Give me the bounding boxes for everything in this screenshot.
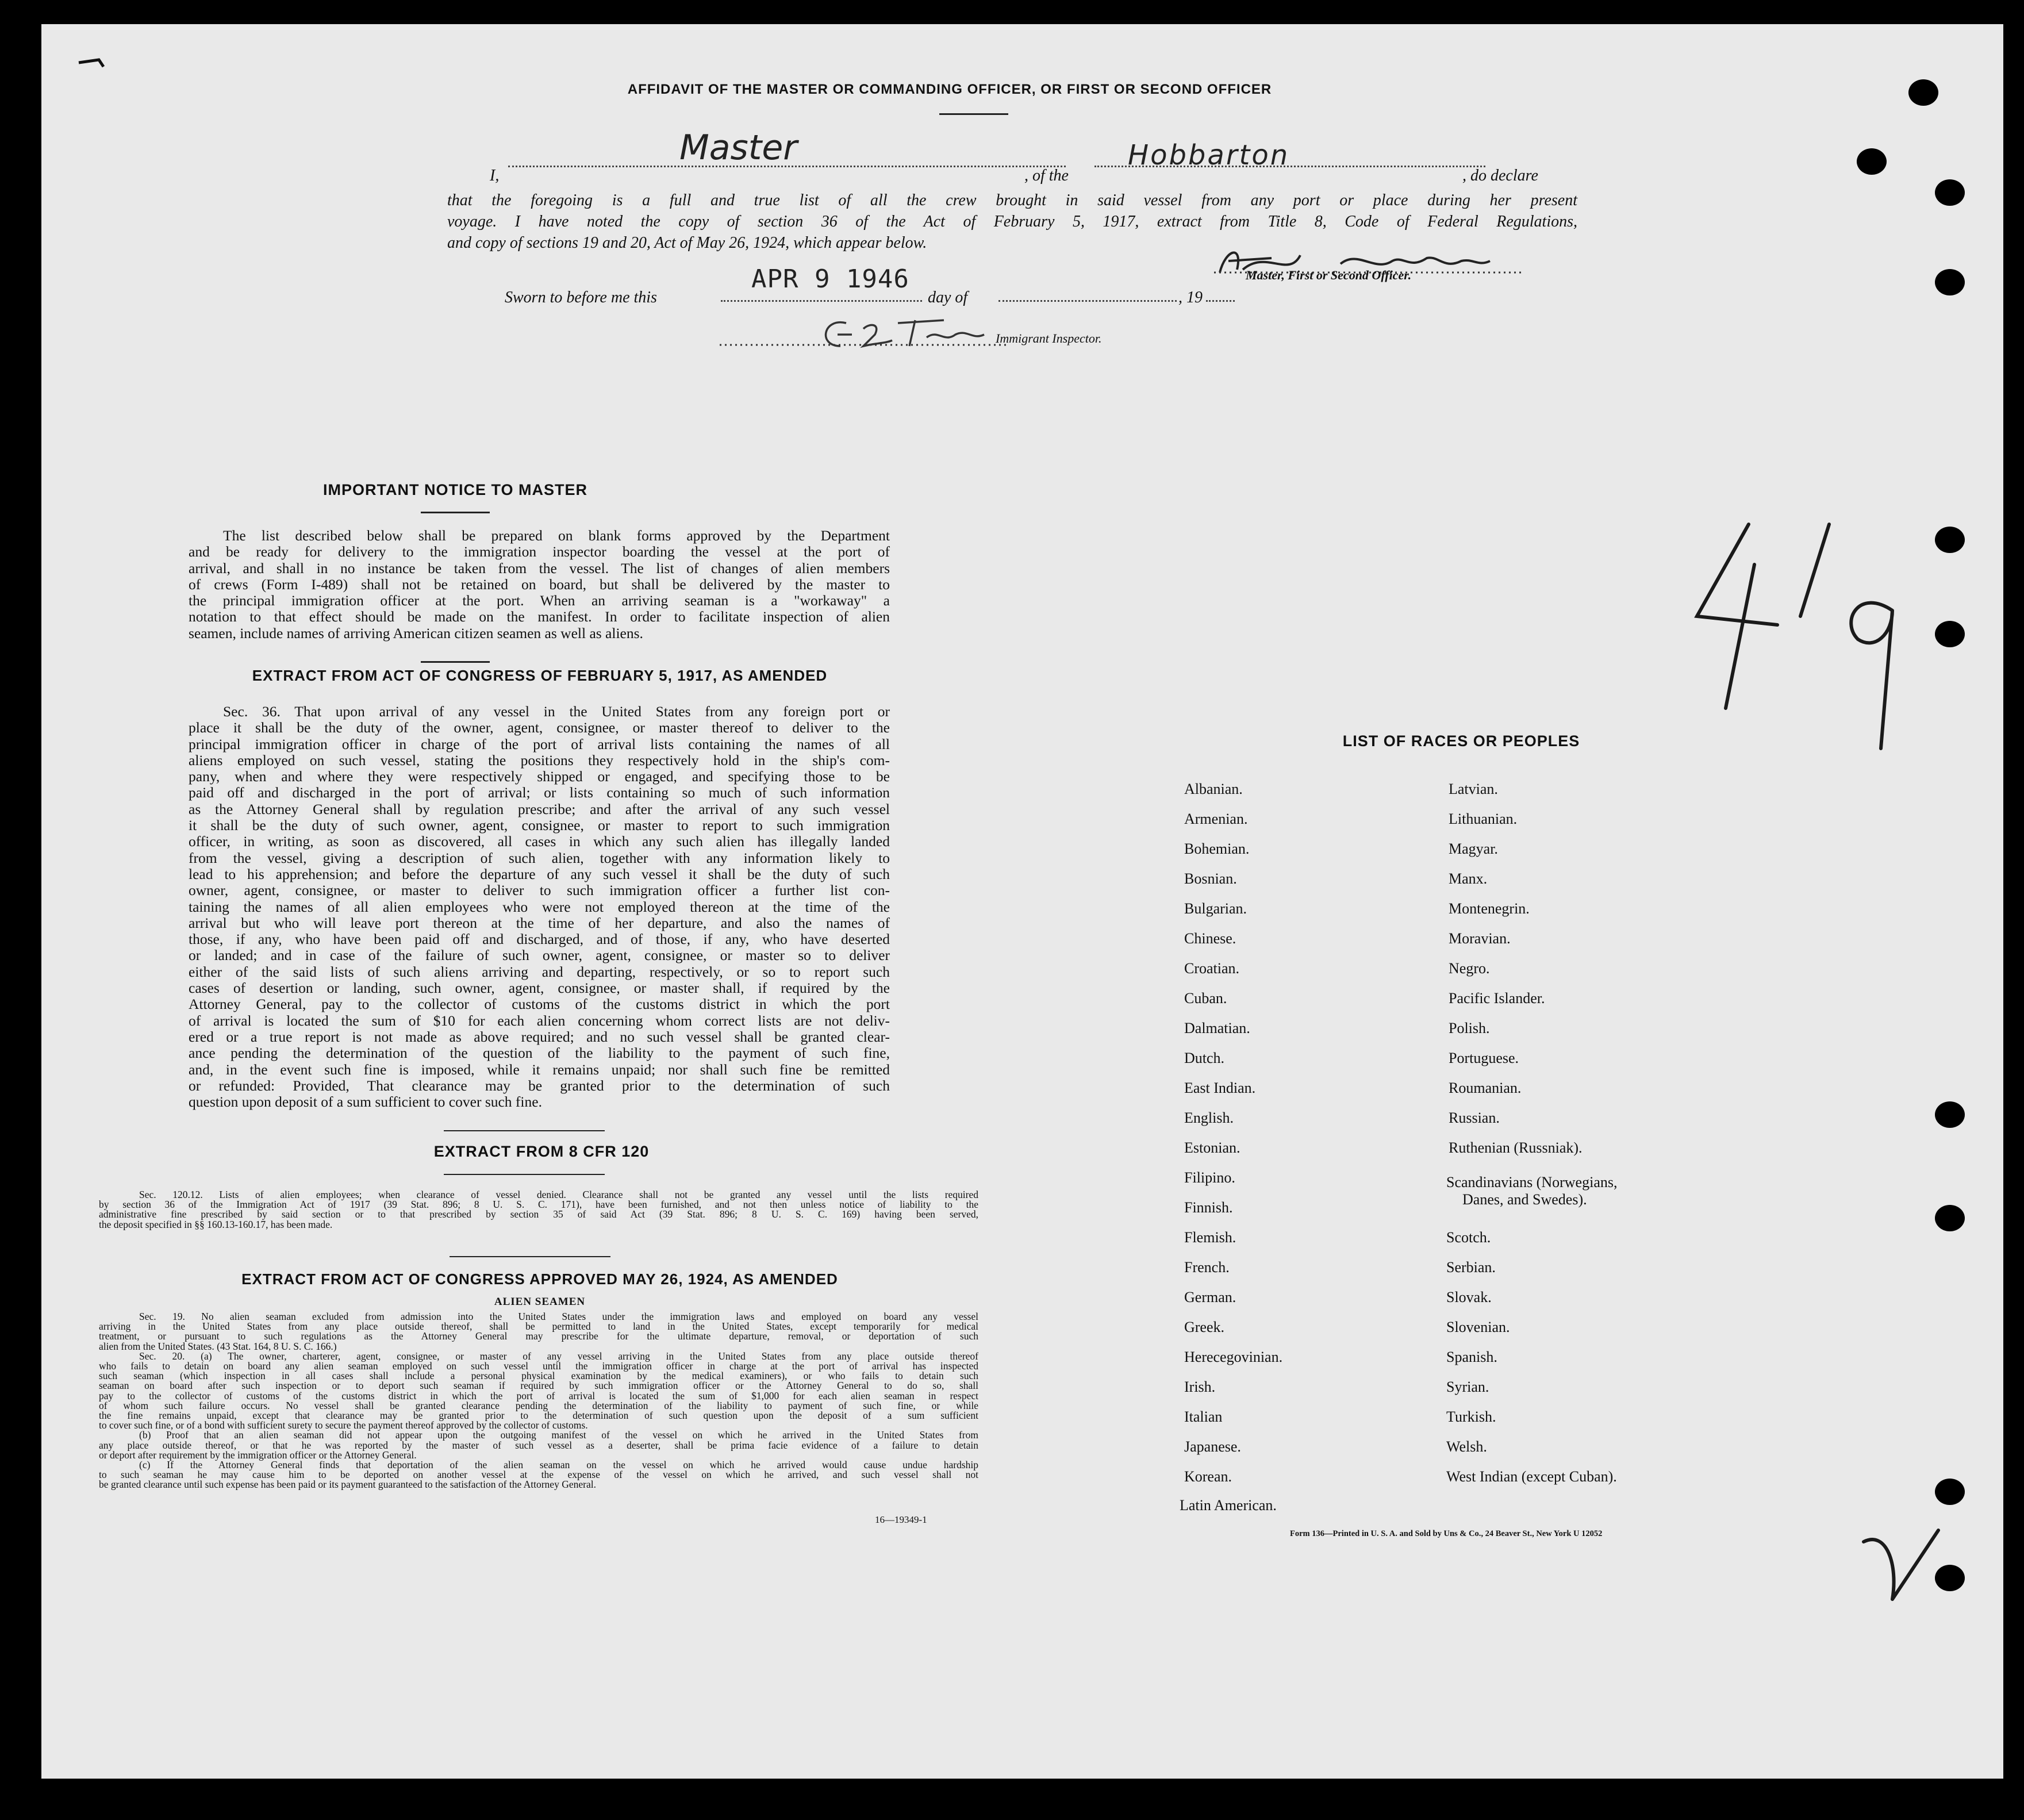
race-item: Bohemian.: [1184, 840, 1250, 857]
act1917-line: as the Attorney General shall by regulation prescribe; and after the arrival of any such vessel: [189, 800, 890, 817]
race-item: Korean.: [1184, 1468, 1232, 1485]
punch-hole: [1935, 179, 1965, 206]
act1917-line: it shall be the duty of such owner, agent, consignee, or master to report to such immigration: [189, 817, 890, 834]
cfr-divider-bottom: [444, 1174, 605, 1175]
race-item: Ruthenian (Russniak).: [1449, 1139, 1583, 1156]
act1917-line: those, if any, who have been paid off and discharged, and of those, if any, who have deserted: [189, 931, 890, 948]
printer-footer: Form 136—Printed in U. S. A. and Sold by Uns & Co., 24 Beaver St., New York U 12052: [1290, 1529, 1603, 1538]
punch-hole: [1857, 148, 1887, 175]
act1917-line: Sec. 36. That upon arrival of any vessel in the United States from any foreign port or: [223, 703, 890, 720]
cfr-line: Sec. 120.12. Lists of alien employees; when clearance of vessel denied. Clearance shall not be granted any vessel until the lists required: [139, 1189, 978, 1200]
cfr-line: the deposit specified in §§ 160.13-160.17, has been made.: [99, 1218, 333, 1230]
act1917-line: officer, in writing, as soon as discovered, all cases in which any such alien has illegally landed: [189, 833, 890, 850]
punch-hole: [1935, 1479, 1965, 1505]
notice-line: arrival, and shall in no instance be taken from the vessel. The list of changes of alien members: [189, 559, 890, 577]
race-item: Latvian.: [1449, 781, 1498, 797]
act1924-body: [99, 1312, 978, 1490]
punch-hole: [1935, 269, 1965, 295]
race-item: Pacific Islander.: [1449, 990, 1545, 1007]
notice-line: the principal immigration officer at the port. When an arriving seaman is a "workaway" a: [189, 592, 890, 609]
notice-line: and be ready for delivery to the immigration inspector boarding the vessel at the port of: [189, 543, 890, 560]
cfr-line: by section 36 of the Immigration Act of 1917 (39 Stat. 896; 8 U. S. C. 171), have been furnished, and not then unless notice of liability to the: [99, 1199, 978, 1211]
handwritten-page-number: [1685, 501, 1938, 777]
corner-mark: [76, 54, 110, 71]
race-item: Dutch.: [1184, 1050, 1225, 1066]
race-item: Polish.: [1449, 1020, 1490, 1036]
race-item: Scandinavians (Norwegians,: [1446, 1174, 1618, 1191]
affidavit-title: AFFIDAVIT OF THE MASTER OR COMMANDING OFFICER, OR FIRST OR SECOND OFFICER: [627, 82, 1272, 97]
notice-heading: IMPORTANT NOTICE TO MASTER: [323, 481, 587, 498]
race-item: Russian.: [1449, 1109, 1500, 1126]
act1917-line: question upon deposit of a sum sufficient to cover such fine.: [189, 1093, 542, 1111]
act1924-line: (c) If the Attorney General finds that deportation of the alien seaman on the vessel on which he arrived would cause undue hardship: [139, 1459, 978, 1471]
notice-divider: [421, 512, 490, 513]
race-item: Welsh.: [1446, 1438, 1487, 1455]
race-item: German.: [1184, 1289, 1236, 1306]
act1924-divider: [450, 1256, 610, 1257]
race-item: Albanian.: [1184, 781, 1243, 797]
race-item: Turkish.: [1446, 1408, 1496, 1425]
notice-line: notation to that effect should be made on the manifest. In order to facilitate inspection of alien: [189, 608, 890, 625]
race-item: Italian: [1184, 1408, 1223, 1425]
title-divider: [939, 113, 1008, 115]
act1924-line: to cover such fine, or of a bond with sufficient surety to secure the payment thereof approved by the collector of customs.: [99, 1419, 588, 1431]
act1924-line: seaman on board after such inspection or to deport such seaman if required by such immigration officer or the Attorney General to do so, shall: [99, 1380, 978, 1392]
act1917-line: owner, agent, consignee, or master to deliver to such immigration officer a further list con-: [189, 882, 890, 899]
act1924-line: to such seaman he may cause him to be deported on another vessel at the expense of the vessel on which he arrived, and such vessel shall not: [99, 1469, 978, 1481]
document-page: [41, 24, 2003, 1779]
sworn-year-line: [1206, 300, 1235, 302]
declaration-line-3: and copy of sections 19 and 20, Act of May 26, 1924, which appear below.: [447, 234, 927, 252]
race-item: Japanese.: [1184, 1438, 1241, 1455]
act1917-line: paid off and discharged in the port of arrival; or lists containing so much of such information: [189, 784, 890, 801]
race-item: Negro.: [1449, 960, 1490, 977]
cfr-divider-top: [444, 1130, 605, 1131]
act1924-line: alien from the United States. (43 Stat. 164, 8 U. S. C. 166.): [99, 1340, 337, 1352]
act1924-heading: EXTRACT FROM ACT OF CONGRESS APPROVED MAY 26, 1924, AS AMENDED: [241, 1270, 838, 1288]
declaration-line-1: that the foregoing is a full and true list of all the crew brought in said vessel from any port or place during her present: [447, 191, 1577, 209]
cfr-heading: EXTRACT FROM 8 CFR 120: [433, 1143, 650, 1160]
sworn-day-line: [721, 300, 922, 302]
cfr-line: administrative fine prescribed by said section or to that prescribed by section 35 of said Act (39 Stat. 896; 8 U. S. C. 169) having been served,: [99, 1208, 978, 1220]
vessel-handwritten: Hobbarton: [1128, 139, 1290, 171]
declaration-line-2: voyage. I have noted the copy of section 36 of the Act of February 5, 1917, extract from Title 8, Code of Federal Regulations,: [447, 213, 1577, 231]
race-item: Armenian.: [1184, 811, 1248, 827]
act1924-line: the fine remains unpaid, except that clearance may be granted prior to the determination of such question upon the deposit of a sum sufficient: [99, 1410, 978, 1422]
sworn-text: Sworn to before me this: [505, 289, 657, 306]
race-item: Danes, and Swedes).: [1462, 1191, 1587, 1208]
race-item: Portuguese.: [1449, 1050, 1519, 1066]
inspector-signature: [674, 312, 1030, 358]
cfr-body: [99, 1190, 978, 1230]
punch-hole: [1935, 527, 1965, 553]
act1917-line: Attorney General, pay to the collector of customs of the customs district in which the port: [189, 996, 890, 1013]
act1924-line: (b) Proof that an alien seaman did not appear upon the outgoing manifest of the vessel on which he arrived in the United States from: [139, 1429, 978, 1441]
act1917-line: ance pending the determination of the question of the liability to the payment of such fine,: [189, 1045, 890, 1062]
act1924-line: Sec. 20. (a) The owner, charterer, agent, consignee, or master of any vessel arriving in the United States from any place outside thereof: [139, 1350, 978, 1362]
act1924-line: pay to the collector of customs of the customs district in which the port of arrival is located the sum of $1,000 for each alien seaman in respect: [99, 1389, 978, 1402]
act1917-line: from the vessel, giving a description of such alien, together with any information likely to: [189, 849, 890, 866]
act1924-line: or deport after requirement by the immigration officer or the Attorney General.: [99, 1449, 417, 1461]
race-item: Dalmatian.: [1184, 1020, 1250, 1036]
notice-line: seamen, include names of arriving American citizen seamen as well as aliens.: [189, 624, 643, 642]
race-item: Manx.: [1449, 870, 1488, 887]
race-item: Irish.: [1184, 1379, 1216, 1395]
act1917-line: or landed; and in case of the failure of such owner, agent, consignee, or master so to deliver: [189, 947, 890, 964]
check-mark: [1852, 1519, 1990, 1622]
race-item: Filipino.: [1184, 1169, 1235, 1186]
declaration-do-declare: , do declare: [1462, 167, 1538, 185]
act1917-line: or refunded: Provided, That clearance may be granted prior to the determination of such: [189, 1077, 890, 1094]
race-item: Scotch.: [1446, 1229, 1491, 1246]
act1924-line: who fails to detain on board any alien seaman employed on such vessel until the immigration officer in charge at the port of arrival has inspected: [99, 1360, 978, 1372]
race-item: Bosnian.: [1184, 870, 1237, 887]
punch-hole: [1908, 79, 1938, 106]
date-stamp: APR 9 1946: [751, 264, 909, 294]
race-item: Roumanian.: [1449, 1080, 1522, 1096]
race-item: West Indian (except Cuban).: [1446, 1468, 1617, 1485]
race-item: Spanish.: [1446, 1349, 1497, 1365]
race-item: Herecegovinian.: [1184, 1349, 1283, 1365]
notice-body: [189, 528, 890, 642]
act1917-heading: EXTRACT FROM ACT OF CONGRESS OF FEBRUARY 5, 1917, AS AMENDED: [252, 667, 828, 684]
races-heading: LIST OF RACES OR PEOPLES: [1342, 732, 1580, 750]
punch-hole: [1935, 1101, 1965, 1128]
declaration-of-the: , of the: [1024, 167, 1069, 185]
race-item: Slovenian.: [1446, 1319, 1510, 1335]
act1924-line: of whom such failure occurs. No vessel shall be granted clearance pending the determination of the liability to payment of such fine, or while: [99, 1399, 978, 1411]
act1917-line: aliens employed on such vessel, stating the positions they respectively hold in the ship's com-: [189, 751, 890, 769]
inspector-caption: Immigrant Inspector.: [996, 331, 1102, 345]
race-item: English.: [1184, 1109, 1234, 1126]
race-item: Bulgarian.: [1184, 900, 1247, 917]
act1917-line: lead to his apprehension; and before the departure of any such vessel it shall be the duty of such: [189, 865, 890, 882]
sworn-year: , 19: [1178, 289, 1203, 306]
race-item: East Indian.: [1184, 1080, 1256, 1096]
act1924-line: Sec. 19. No alien seaman excluded from admission into the United States under the immigration laws and employed on board any vessel: [139, 1311, 978, 1322]
master-sig-caption: Master, First or Second Officer.: [1246, 268, 1412, 282]
race-item: Latin American.: [1180, 1497, 1277, 1514]
race-item: Finnish.: [1184, 1199, 1233, 1216]
act1917-line: of arrival is located the sum of $10 for each alien concerning whom correct lists are not deliv-: [189, 1012, 890, 1029]
master-handwritten: Master: [679, 128, 797, 168]
race-item: Moravian.: [1449, 930, 1511, 947]
act1917-line: either of the said lists of such aliens arriving and departing, respectively, or so to report such: [189, 963, 890, 980]
race-item: Montenegrin.: [1449, 900, 1530, 917]
form-code: 16—19349-1: [875, 1514, 927, 1525]
act1917-line: taining the names of all alien employees who were not employed thereon at the time of the: [189, 898, 890, 915]
act1917-line: place it shall be the duty of the owner, agent, consignee, or master thereof to deliver to the: [189, 719, 890, 736]
notice-line: of crews (Form I-489) shall not be retained on board, but shall be delivered by the master to: [189, 575, 890, 593]
sworn-month-line: [998, 300, 1177, 302]
sworn-day-of: day of: [928, 289, 968, 306]
race-item: Slovak.: [1446, 1289, 1492, 1306]
race-item: Flemish.: [1184, 1229, 1236, 1246]
race-item: Greek.: [1184, 1319, 1225, 1335]
race-item: Estonian.: [1184, 1139, 1240, 1156]
race-item: Lithuanian.: [1449, 811, 1518, 827]
act1917-body: [189, 704, 890, 1110]
act1924-line: such seaman (which inspection in all cases shall include a personal physical examination by the medical examiners), or who fails to detain such: [99, 1370, 978, 1382]
act1917-divider: [421, 661, 490, 663]
act1924-line: treatment, or pursuant to such regulations as the Attorney General may prescribe for the ultimate departure, removal, or deportation of such: [99, 1330, 978, 1342]
declaration-i: I,: [490, 167, 500, 185]
act1917-line: cases of desertion or landing, such owner, agent, consignee, or master shall, if required by the: [189, 980, 890, 997]
punch-hole: [1935, 1565, 1965, 1591]
race-item: Serbian.: [1446, 1259, 1496, 1276]
act1924-line: arriving in the United States from any place outside thereof, shall be permitted to land in the United States, except temporarily for medical: [99, 1320, 978, 1333]
act1917-line: pany, when and where they were respectively shipped or engaged, and specifying those to be: [189, 768, 890, 785]
race-item: Syrian.: [1446, 1379, 1489, 1395]
race-item: Croatian.: [1184, 960, 1240, 977]
punch-hole: [1935, 621, 1965, 647]
punch-hole: [1935, 1205, 1965, 1231]
act1917-line: arrival but who will leave port thereon at the time of her departure, and also the names of: [189, 914, 890, 931]
act1917-line: and, in the event such fine is imposed, while it remains unpaid; nor shall such fine be remitted: [189, 1061, 890, 1078]
race-item: French.: [1184, 1259, 1230, 1276]
act1924-subheading: ALIEN SEAMEN: [494, 1296, 586, 1308]
race-item: Magyar.: [1449, 840, 1498, 857]
notice-line: The list described below shall be prepared on blank forms approved by the Department: [223, 527, 890, 544]
act1924-line: be granted clearance until such expense has been paid or its payment guaranteed to the satisfaction of the Attorney General.: [99, 1479, 596, 1491]
act1917-line: principal immigration officer in charge of the port of arrival lists containing the names of all: [189, 735, 890, 752]
act1924-line: any place outside thereof, or that he was reported by the master of such vessel as a deserter, shall be prima facie evidence of a failure to detain: [99, 1439, 978, 1451]
race-item: Cuban.: [1184, 990, 1227, 1007]
race-item: Chinese.: [1184, 930, 1236, 947]
act1917-line: ered or a true report is not made as above required; and no such vessel shall be granted clear-: [189, 1028, 890, 1045]
